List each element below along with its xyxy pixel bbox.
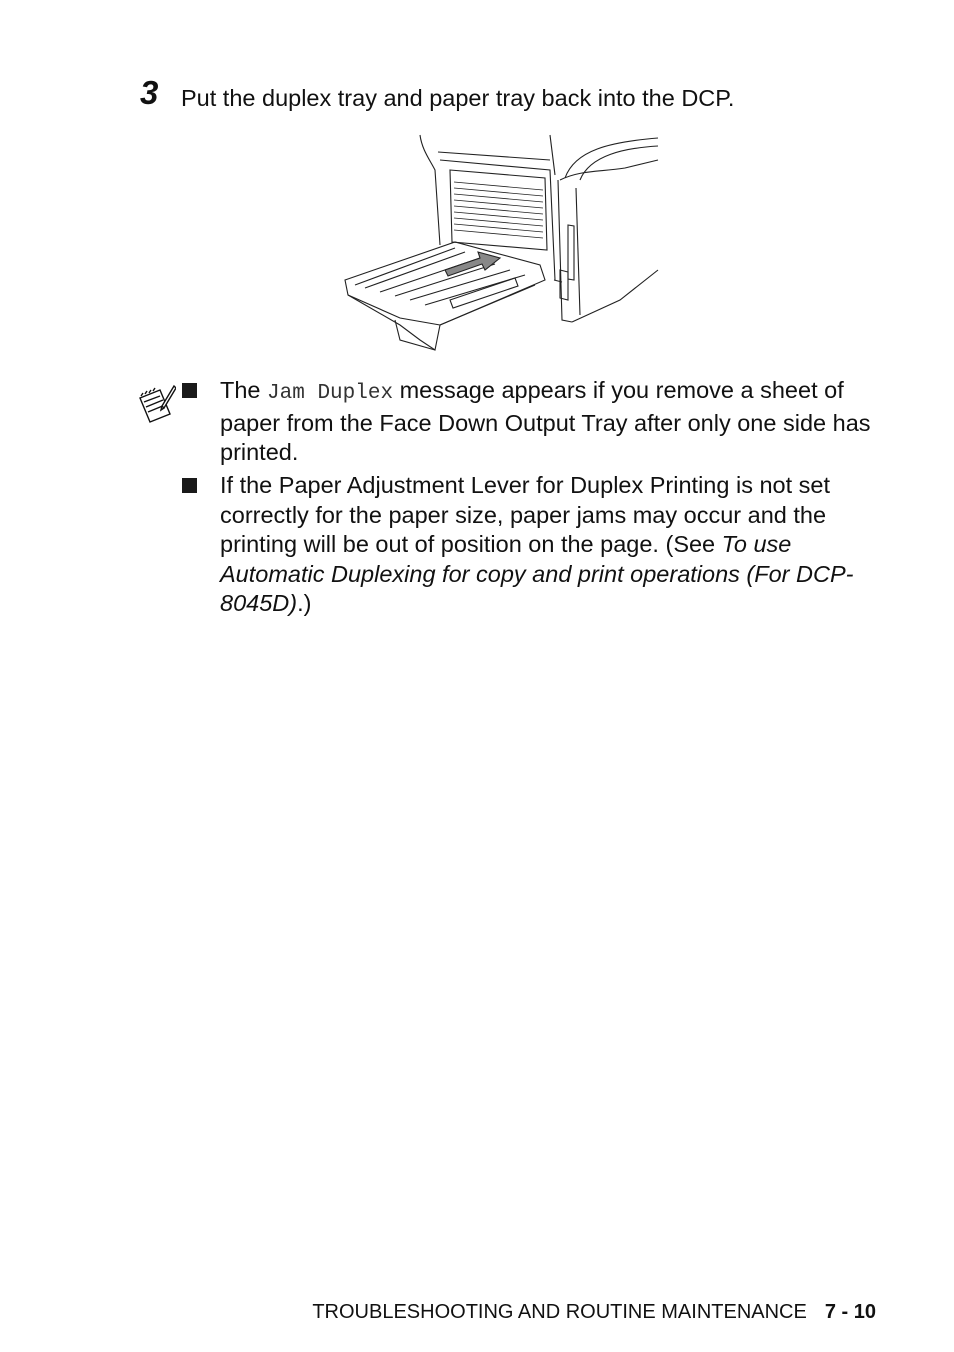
step-text: Put the duplex tray and paper tray back into the DCP. (181, 85, 735, 111)
bullet-icon (182, 478, 197, 493)
note-item-jam-duplex (220, 376, 885, 468)
note-text: If the Paper Adjustment Lever for Duplex Printing is not set correctly for the paper size, paper jams may occur and the printing will be out of position on the page. (See (220, 472, 831, 557)
step-number: 3 (140, 74, 159, 111)
page-number: 7 - 10 (824, 1301, 876, 1323)
footer-section: TROUBLESHOOTING AND ROUTINE MAINTENANCE (312, 1301, 807, 1323)
note-pad-pencil-icon (136, 384, 176, 424)
duplex-tray-illustration (340, 130, 670, 360)
page-footer (312, 1300, 876, 1324)
bullet-icon (182, 383, 197, 398)
note-text: message appears if you remove a sheet of paper from the Face Down Output Tray after only one side has printed. (220, 377, 871, 465)
note-item-paper-lever (220, 471, 885, 619)
cross-reference: To use Automatic Duplexing for copy and print operations (For DCP-8045D) (220, 531, 854, 616)
note-text: .) (297, 590, 312, 616)
note-text: The (220, 377, 268, 403)
lcd-message: Jam Duplex (267, 382, 394, 405)
